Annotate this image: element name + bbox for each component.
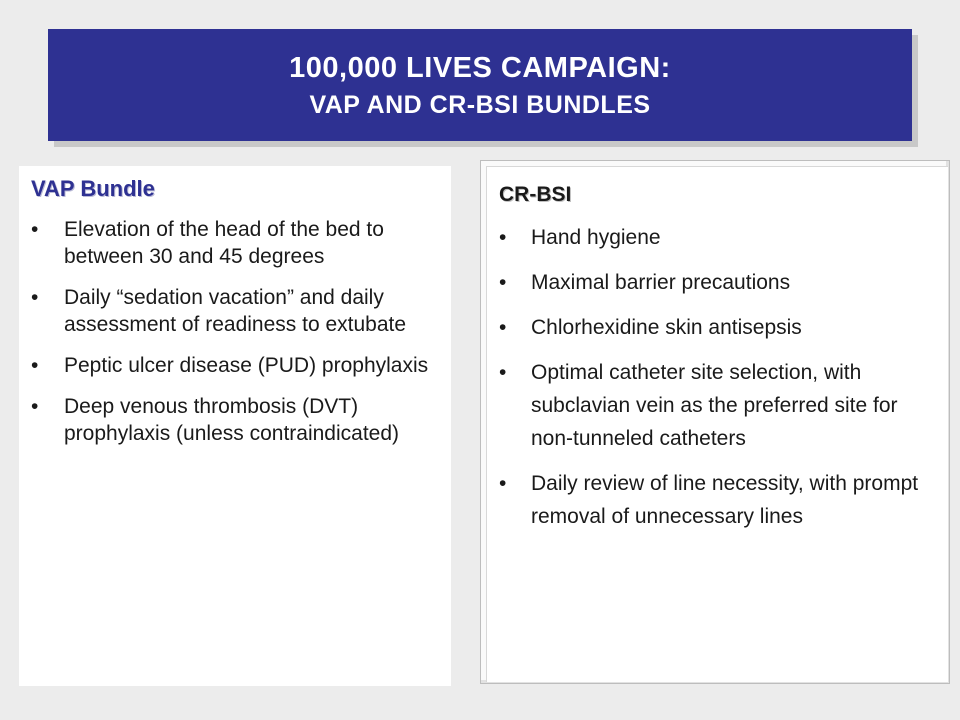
list-item-text: Daily review of line necessity, with prompt removal of unnecessary lines	[531, 472, 919, 528]
bullet-icon: •	[31, 286, 39, 309]
bullet-icon: •	[499, 472, 507, 495]
vap-bundle-panel	[19, 166, 451, 686]
page-subtitle: VAP AND CR-BSI BUNDLES	[309, 91, 651, 119]
list-item-text: Daily “sedation vacation” and daily assessment of readiness to extubate	[64, 286, 407, 336]
list-item-text: Hand hygiene	[531, 226, 661, 249]
list-item-text: Elevation of the head of the bed to between 30 and 45 degrees	[64, 218, 384, 268]
list-item	[499, 311, 934, 344]
bullet-icon: •	[499, 316, 507, 339]
list-item-text: Chlorhexidine skin antisepsis	[531, 316, 802, 339]
vap-bundle-heading: VAP Bundle	[31, 176, 155, 201]
vap-bundle-list	[31, 216, 439, 447]
bullet-icon: •	[31, 395, 39, 418]
list-item-text: Maximal barrier precautions	[531, 271, 791, 294]
list-item-text: Optimal catheter site selection, with subclavian vein as the preferred site for non-tunneled catheters	[531, 361, 898, 450]
bullet-icon: •	[31, 354, 39, 377]
list-item	[31, 393, 439, 447]
list-item	[31, 284, 439, 338]
list-item	[31, 216, 439, 270]
list-item	[499, 356, 934, 455]
list-item	[499, 221, 934, 254]
crbsi-heading: CR-BSI	[499, 183, 572, 206]
title-banner	[48, 29, 912, 141]
page-title: 100,000 LIVES CAMPAIGN:	[289, 52, 671, 84]
list-item	[499, 467, 934, 533]
crbsi-bundle-list	[499, 221, 934, 533]
list-item	[499, 266, 934, 299]
bullet-icon: •	[31, 218, 39, 241]
bullet-icon: •	[499, 226, 507, 249]
crbsi-bundle-panel	[486, 166, 948, 682]
list-item-text: Deep venous thrombosis (DVT) prophylaxis (unless contraindicated)	[64, 395, 400, 445]
bullet-icon: •	[499, 271, 507, 294]
list-item	[31, 352, 439, 379]
list-item-text: Peptic ulcer disease (PUD) prophylaxis	[64, 354, 429, 377]
bullet-icon: •	[499, 361, 507, 384]
